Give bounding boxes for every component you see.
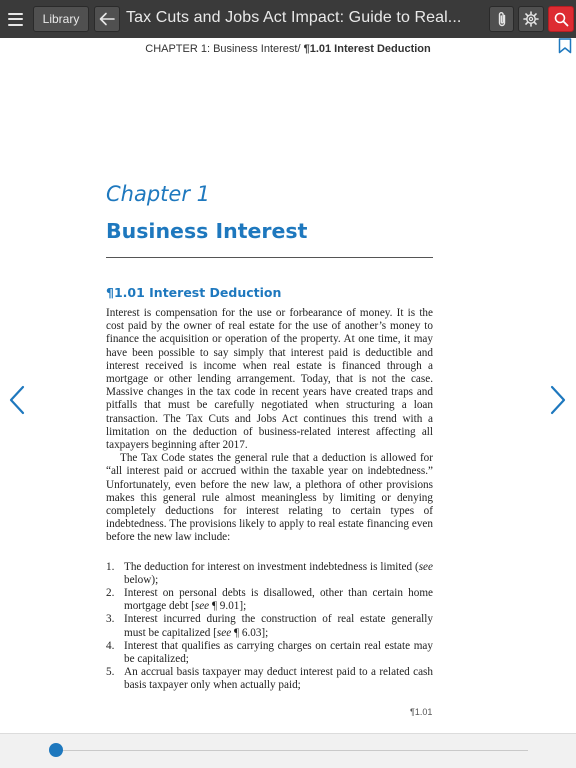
arrow-left-icon bbox=[99, 12, 115, 26]
list-text: Interest incurred during the construction of real estate generally must be capitalized [ bbox=[124, 613, 433, 639]
list-emphasis: see bbox=[216, 626, 232, 639]
section-heading: ¶1.01 Interest Deduction bbox=[106, 285, 282, 300]
paragraph: The Tax Code states the general rule that a deduction is allowed for “all interest paid or accrued within the taxable year on indebtedness.” Unfortunately, even before the new law, a plethora of other provisions makes this general rule almost meaningless by limiting or denying completely deductions for interest relating to certain types of indebtedness. The provisions likely to apply to real estate financing even before the new law include: bbox=[106, 452, 433, 544]
attachments-button[interactable] bbox=[489, 6, 514, 32]
list-item bbox=[106, 666, 433, 692]
list-item bbox=[106, 561, 433, 587]
library-button[interactable]: Library bbox=[33, 6, 89, 32]
list-text: Interest that qualifies as carrying charges on certain real estate may be capitalized; bbox=[124, 639, 433, 666]
menu-button[interactable] bbox=[2, 6, 28, 32]
list-number: 2. bbox=[106, 587, 115, 600]
list-text: The deduction for interest on investment indebtedness is limited ( bbox=[124, 560, 419, 573]
list-item bbox=[106, 640, 433, 666]
page-number: ¶1.01 bbox=[410, 707, 433, 717]
provisions-list bbox=[106, 561, 433, 693]
back-button[interactable] bbox=[94, 6, 120, 32]
paperclip-icon bbox=[496, 11, 508, 28]
menu-icon bbox=[8, 13, 23, 26]
list-text: ¶ 6.03]; bbox=[231, 626, 269, 639]
list-number: 4. bbox=[106, 639, 115, 652]
bookmark-icon[interactable] bbox=[558, 38, 572, 54]
list-number: 1. bbox=[106, 560, 115, 573]
chevron-right-icon[interactable] bbox=[548, 384, 568, 416]
list-text: ¶ 9.01]; bbox=[209, 600, 247, 613]
paragraph: Interest is compensation for the use or forbearance of money. It is the cost paid by the owner of real estate for the use of another’s money to finance the acquisition or operation of the property. At one time, it may have been possible to say simply that interest paid is deductible and interest received is income when real estate is financed through a mortgage or other lending arrangement. Today, that is not the case. Massive changes in the tax code in recent years have created traps and pitfalls that must be carefully negotiated when structuring a loan transaction. The Tax Cuts and Jobs Act continues this trend with a limitation on the deduction of business-related interest affecting all taxpayers beginning after 2017. bbox=[106, 307, 433, 452]
list-item bbox=[106, 613, 433, 639]
list-item bbox=[106, 587, 433, 613]
breadcrumb-section[interactable]: ¶1.01 Interest Deduction bbox=[303, 43, 431, 55]
section-body bbox=[106, 307, 433, 693]
breadcrumb-chapter[interactable]: CHAPTER 1: Business Interest/ bbox=[145, 43, 301, 55]
divider bbox=[106, 257, 433, 258]
list-text: Interest on personal debts is disallowed, other than certain home mortgage debt [ bbox=[124, 587, 433, 613]
search-icon bbox=[554, 12, 569, 27]
list-number: 5. bbox=[106, 666, 115, 679]
chevron-left-icon[interactable] bbox=[7, 384, 27, 416]
book-title: Tax Cuts and Jobs Act Impact: Guide to Real... bbox=[126, 9, 462, 26]
search-button[interactable] bbox=[548, 6, 574, 32]
list-emphasis: see bbox=[418, 560, 433, 573]
top-toolbar bbox=[0, 0, 576, 38]
slider-track[interactable] bbox=[56, 750, 528, 751]
list-number: 3. bbox=[106, 613, 115, 626]
slider-thumb[interactable] bbox=[49, 743, 63, 757]
list-emphasis: see bbox=[194, 600, 210, 613]
breadcrumb bbox=[0, 40, 576, 58]
reading-progress-bar bbox=[0, 733, 576, 768]
list-text: below); bbox=[124, 573, 159, 586]
chapter-title: Business Interest bbox=[106, 219, 308, 243]
chapter-label: Chapter 1 bbox=[106, 182, 210, 206]
gear-icon bbox=[523, 11, 539, 27]
settings-button[interactable] bbox=[518, 6, 544, 32]
list-text: An accrual basis taxpayer may deduct interest paid to a related cash basis taxpayer only when actually paid; bbox=[124, 666, 433, 692]
